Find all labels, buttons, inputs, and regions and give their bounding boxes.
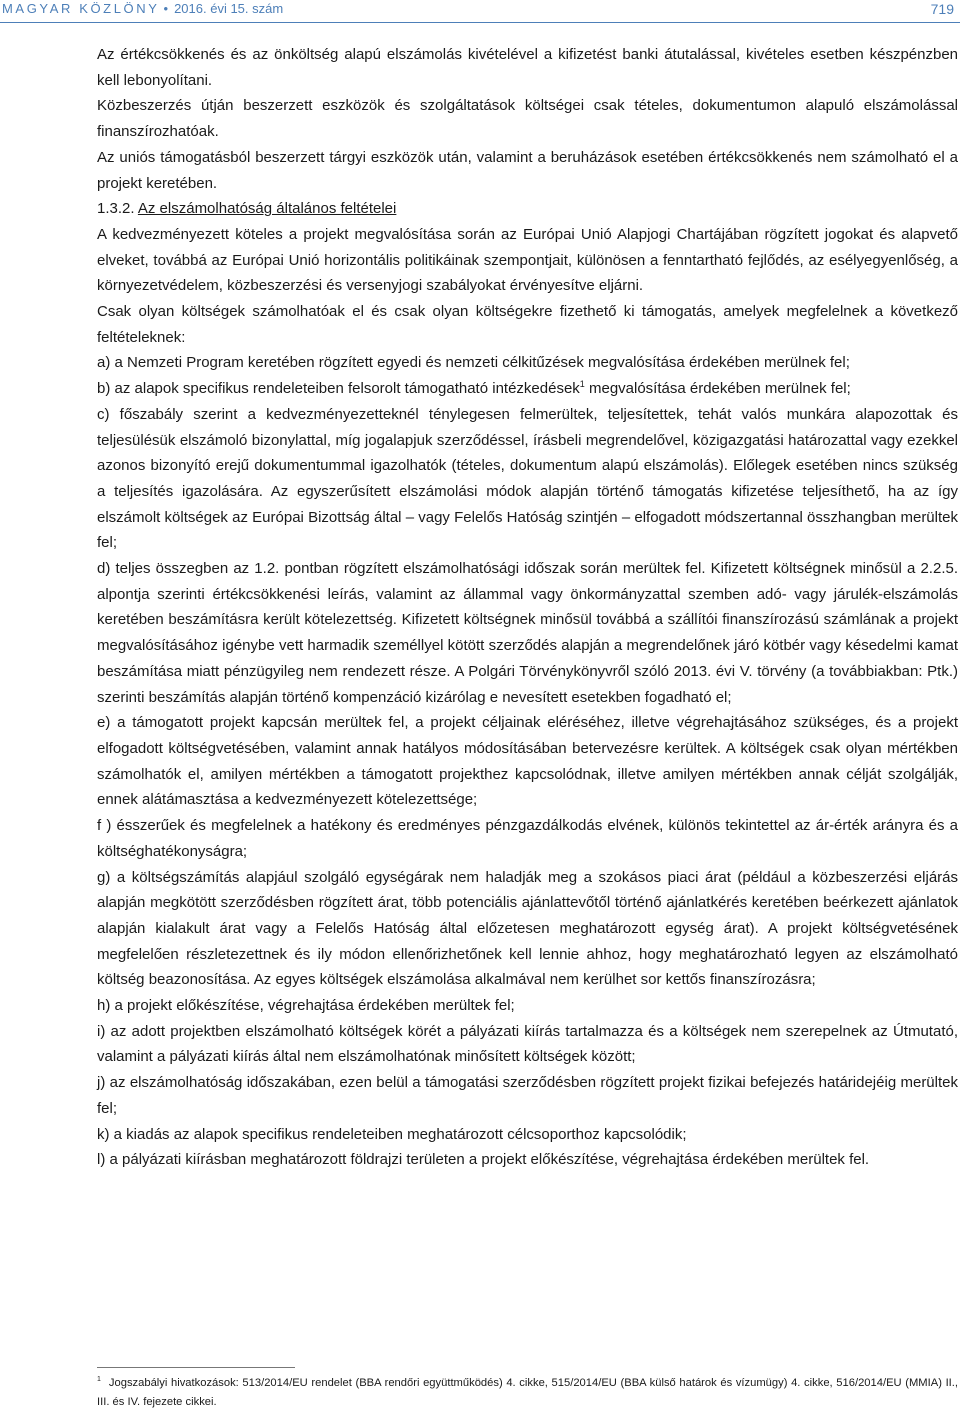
publication-name: MAGYAR KÖZLÖNY — [2, 1, 160, 16]
paragraph: Az értékcsökkenés és az önköltség alapú elszámolás kivételével a kifizetést banki átutalással, kivételes esetben készpénzben kell lebonyolítani. — [97, 46, 958, 89]
list-item: k) a kiadás az alapok specifikus rendeleteiben meghatározott célcsoporthoz kapcsolódik; — [97, 1125, 687, 1143]
list-item: e) a támogatott projekt kapcsán merültek fel, a projekt céljainak eléréséhez, illetve végrehajtásához szükséges, és a projekt elfogadott költségvetésében, valamint annak hatályos módosításában betervezésre kerültek. A költségek csak olyan mértékben számolhatók el, amilyen mértékben a támogatott projekthez kapcsolódnak, illetve amilyen mértékben annak célját szolgálják, ennek alátámasztása a kedvezményezett kötelezettsége; — [97, 714, 958, 809]
footnote-number: 1 — [97, 1376, 101, 1384]
page-number: 719 — [930, 1, 954, 17]
header-divider — [0, 22, 960, 23]
list-item: j) az elszámolhatóság időszakában, ezen belül a támogatási szerződésben rögzített projekt fizikai befejezés határidejéig merültek fel; — [97, 1074, 958, 1117]
section-heading — [97, 196, 958, 222]
section-number: 1.3.2. — [97, 200, 135, 218]
footnote-divider — [97, 1367, 295, 1368]
document-body — [97, 42, 958, 1173]
list-item: h) a projekt előkészítése, végrehajtása érdekében merültek fel; — [97, 997, 515, 1015]
list-item: i) az adott projektben elszámolható költségek körét a pályázati kiírás tartalmazza és a költségek nem szerepelnek az Útmutató, valamint a pályázati kiírás által nem elszámolhatónak minősített költségek között; — [97, 1022, 958, 1066]
section-title: Az elszámolhatóság általános feltételei — [137, 200, 397, 218]
gazette-title — [2, 1, 283, 16]
paragraph: Az uniós támogatásból beszerzett tárgyi eszközök után, valamint a beruházások esetében értékcsökkenés nem számolható el a projekt keretében. — [97, 148, 958, 192]
list-item: l) a pályázati kiírásban meghatározott földrajzi területen a projekt előkészítése, végrehajtása érdekében merültek fel. — [97, 1151, 870, 1169]
issue-date: 2016. évi 15. szám — [174, 1, 284, 16]
page-header — [0, 0, 960, 22]
footnote — [97, 1374, 958, 1412]
list-item: f ) ésszerűek és megfelelnek a hatékony és eredményes pénzgazdálkodás elvének, különös tekintettel az ár-érték arányra és a költséghatékonyságra; — [97, 817, 958, 860]
list-item-text: b) az alapok specifikus rendeleteiben felsorolt támogatható intézkedések — [97, 380, 580, 398]
list-item: a) a Nemzeti Program keretében rögzített egyedi és nemzeti célkitűzések megvalósítása érdekében merülnek fel; — [97, 354, 850, 372]
header-separator: • — [163, 1, 169, 16]
list-item-text: megvalósítása érdekében merülnek fel; — [584, 380, 851, 398]
footnote-text: Jogszabályi hivatkozások: 513/2014/EU rendelet (BBA rendőri együttműködés) 4. cikke, 515/2014/EU (BBA külső határok és vízumügy) 4. cikke, 516/2014/EU (MMIA) II., III. és IV. fejezete cikkei. — [97, 1377, 958, 1408]
paragraph: Csak olyan költségek számolhatóak el és csak olyan költségekre fizethető ki támogatás, amelyek megfelelnek a következő feltételeknek: — [97, 303, 958, 346]
list-item — [97, 376, 958, 402]
footnote-reference[interactable]: 1 — [579, 379, 585, 390]
paragraph: Közbeszerzés útján beszerzett eszközök és szolgáltatások költségei csak tételes, dokumentumon alapuló elszámolással finanszírozhatóak. — [97, 97, 958, 141]
list-item: d) teljes összegben az 1.2. pontban rögzített elszámolhatósági időszak során merültek fel. Kifizetett költségnek minősül a 2.2.5. alpontja szerinti értékcsökkenési leírás, valamint az állammal vagy önkormányzattal szemben adó- vagy járulék-elszámolás keretében beszámításra került kötelezettség. Kifizetett költségnek minősül továbbá a szállítói finanszírozású számlának a projekt megvalósításához igénybe vett harmadik személlyel kötött szerződés alapján a megrendelőnek járó kötbér vagy késedelmi kamat beszámítása miatt pénzügyileg nem rendezett része. A Polgári Törvénykönyvről szóló 2013. évi V. törvény (a továbbiakban: Ptk.) szerinti beszámítás alapján történő kompenzáció kizárólag e nevesített esetekben fogadható el; — [97, 560, 958, 706]
paragraph: A kedvezményezett köteles a projekt megvalósítása során az Európai Unió Alapjogi Chartájában rögzített jogokat és alapvető elveket, továbbá az Európai Unió horizontális politikáinak szempontjait, különösen a fenntartható fejlődés, az esélyegyenlőség, a környezetvédelem, közbeszerzési és versenyjogi szabályokat érvényesítve eljárni. — [97, 225, 958, 295]
list-item: g) a költségszámítás alapjául szolgáló egységárak nem haladják meg a szokásos piaci árat (például a közbeszerzési eljárás alapján megkötött szerződésben rögzített árat, több potenciális ajánlattevőtől történő ajánlatkérés keretében beérkezett ajánlatok alapján kialakult árat vagy a Felelős Hatóság által előzetesen meghatározott egység árat). A projekt költségvetésének megfelelően részletezettnek és ily módon ellenőrizhetőnek kell lennie ahhoz, hogy meghatározható legyen az elszámolható költség beazonosítása. Az egyes költségek elszámolása alkalmával nem kerülhet sor kettős finanszírozásra; — [97, 868, 958, 989]
list-item: c) főszabály szerint a kedvezményezetteknél ténylegesen felmerültek, teljesítettek, tehát valós munkára alapozottak és teljesülésük elszámoló bizonylattal, míg jogalapjuk szerződéssel, írásbeli megrendelővel, közigazgatási határozattal vagy ezekkel azonos bizonyító erejű dokumentummal igazolhatók (tételes, dokumentum alapú elszámolás). Előlegek esetében nincs szükség a teljesítés igazolására. Az egyszerűsített elszámolási módok alapján történő támogatás kifizetése teljesíthető, ha az így elszámolt költségek az Európai Bizottság által – vagy Felelős Hatóság szintjén – elfogadott módszertannal összhangban merültek fel; — [97, 405, 958, 552]
